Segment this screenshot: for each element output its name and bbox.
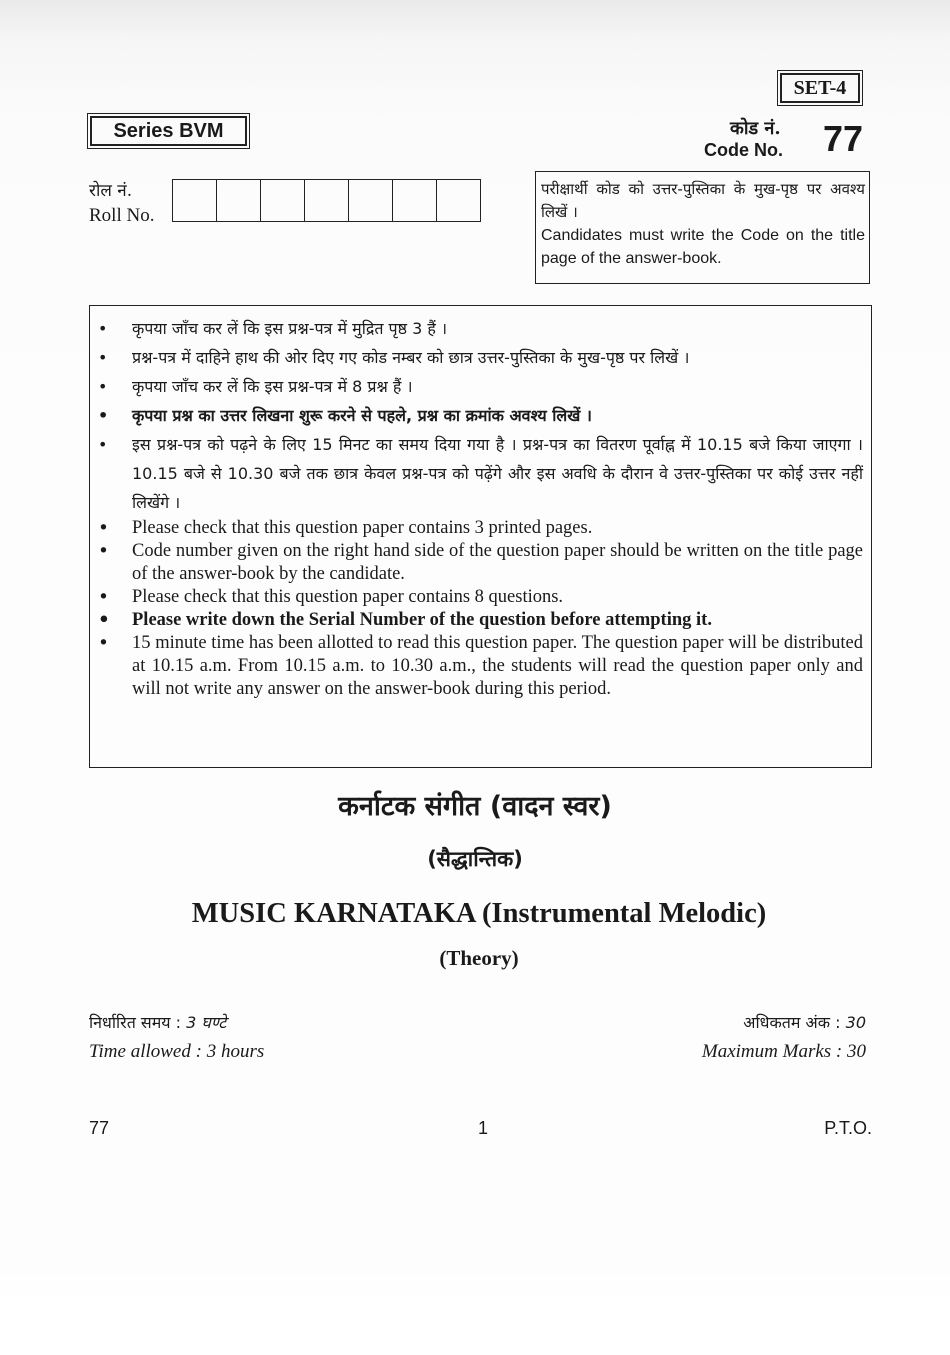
roll-cell[interactable] <box>260 180 304 221</box>
instruction-item: • Please check that this question paper contains 3 printed pages. <box>98 518 593 539</box>
please-turn-over: P.T.O. <box>824 1118 872 1138</box>
roll-cell[interactable] <box>173 180 216 221</box>
roll-label-english: Roll No. <box>89 205 155 226</box>
maximum-marks-english: Maximum Marks : 30 <box>701 1041 866 1062</box>
code-instruction-english: Candidates must write the Code on the title page of the answer-book. <box>541 227 865 267</box>
code-instruction-box <box>535 171 870 284</box>
instruction-item: • कृपया प्रश्न का उत्तर लिखना शुरू करने से पहले, प्रश्न का क्रमांक अवश्य लिखें । <box>90 401 863 430</box>
instruction-item: • कृपया जाँच कर लें कि इस प्रश्न-पत्र में मुद्रित पृष्ठ 3 हैं । <box>90 314 863 343</box>
code-instruction-hindi: परीक्षार्थी कोड को उत्तर-पुस्तिका के मुख-पृष्ठ पर अवश्य लिखें । <box>541 180 865 221</box>
bullet-icon: • <box>98 435 108 454</box>
instruction-item: • Please check that this question paper contains 8 questions. <box>98 587 564 608</box>
roll-cell[interactable] <box>304 180 348 221</box>
subject-subtitle-english: (Theory) <box>439 946 519 970</box>
subject-title-english: MUSIC KARNATAKA (Instrumental Melodic) <box>191 898 767 929</box>
instruction-item: • 15 minute time has been allotted to read this question paper. The question paper will be distributed at 10.15 a.m. From 10.15 a.m. to 10.30 a.m., the students will read the question paper only and will not write any answer on the answer-book during this period. <box>98 633 863 699</box>
page-number: 1 <box>478 1118 489 1138</box>
roll-cell[interactable] <box>392 180 436 221</box>
code-label-english: Code No. <box>704 140 783 160</box>
roll-cell[interactable] <box>216 180 260 221</box>
instruction-item: • इस प्रश्न-पत्र को पढ़ने के लिए 15 मिनट का समय दिया गया है । प्रश्न-पत्र का वितरण पूर्वाह्न में 10.15 बजे किया जाएगा । 10.15 बजे से 10.30 बजे तक छात्र केवल प्रश्न-पत्र को पढ़ेंगे और इस अवधि के दौरान वे उत्तर-पुस्तिका पर कोई उत्तर नहीं लिखेंगे । <box>90 430 863 517</box>
bullet-icon: • <box>98 377 108 396</box>
series-label: Series BVM <box>90 116 247 146</box>
time-allowed-hindi: निर्धारित समय : 3 घण्टे <box>89 1013 227 1032</box>
instruction-item: • Code number given on the right hand side of the question paper should be written on the title page of the answer-book by the candidate. <box>98 541 863 584</box>
bullet-icon: • <box>98 587 109 608</box>
bullet-icon: • <box>98 319 108 338</box>
bullet-icon: • <box>98 541 109 562</box>
general-instructions-box <box>89 305 872 768</box>
bullet-icon: • <box>98 518 109 539</box>
bullet-icon: • <box>98 633 109 654</box>
subject-subtitle-hindi: (सैद्धान्तिक) <box>427 847 523 871</box>
instruction-list <box>90 306 871 701</box>
set-label: SET-4 <box>780 73 860 103</box>
time-allowed-english: Time allowed : 3 hours <box>89 1041 265 1062</box>
subject-title-hindi: कर्नाटक संगीत (वादन स्वर) <box>338 791 612 822</box>
bullet-icon: • <box>98 348 108 367</box>
code-number: 77 <box>823 118 864 159</box>
instruction-item: • Please write down the Serial Number of the question before attempting it. <box>98 610 712 631</box>
code-label-hindi: कोड नं. <box>730 118 781 139</box>
roll-number-grid <box>172 179 481 222</box>
maximum-marks-hindi: अधिकतम अंक : 30 <box>743 1013 866 1032</box>
footer-code: 77 <box>89 1118 110 1138</box>
bullet-icon: • <box>98 610 110 631</box>
bullet-icon: • <box>98 406 109 425</box>
instruction-item: • प्रश्न-पत्र में दाहिने हाथ की ओर दिए गए कोड नम्बर को छात्र उत्तर-पुस्तिका के मुख-पृष्ठ पर लिखें । <box>90 343 863 372</box>
instruction-item: • कृपया जाँच कर लें कि इस प्रश्न-पत्र में 8 प्रश्न हैं । <box>90 372 863 401</box>
roll-cell[interactable] <box>348 180 392 221</box>
roll-cell[interactable] <box>436 180 480 221</box>
roll-label-hindi: रोल नं. <box>89 181 133 201</box>
